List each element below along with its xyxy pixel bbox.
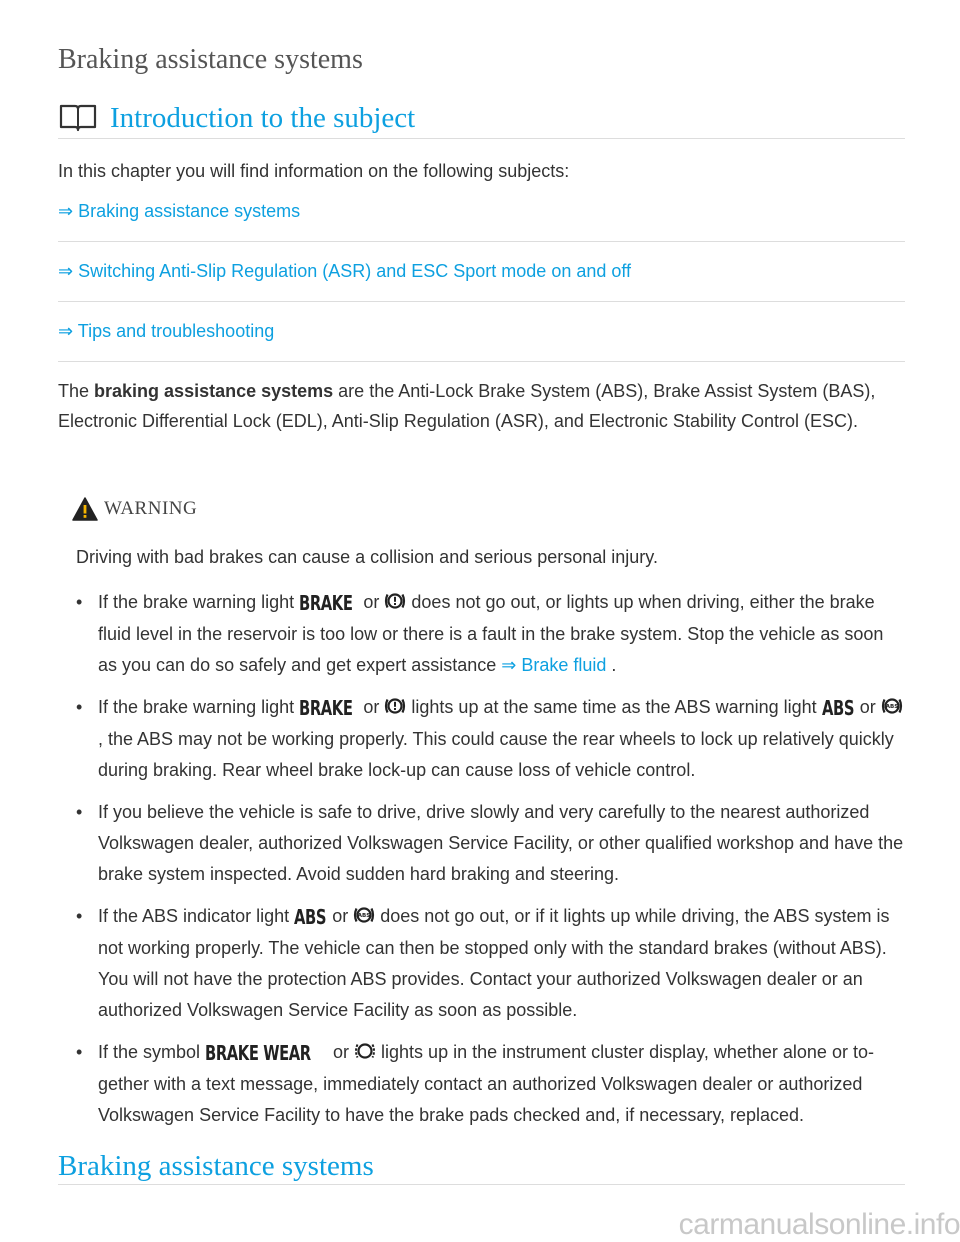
warning-triangle-icon xyxy=(72,497,98,521)
brake-pad-wear-icon xyxy=(354,1041,376,1061)
brake-indicator-icon: BRAKE xyxy=(299,591,353,616)
warning-label: WARNING xyxy=(104,498,198,519)
page-title: Braking assistance systems xyxy=(58,44,363,75)
abs-indicator-icon: ABS xyxy=(821,696,854,721)
abs-indicator-icon: ABS xyxy=(294,905,327,930)
brake-warning-circle-icon xyxy=(384,591,406,611)
divider xyxy=(58,241,905,242)
intro-paragraph: The braking assistance systems are the Anti-Lock Brake System (ABS), Brake Assist System (BAS), Electronic Differential Lock (EDL), Anti-Slip Regulation (ASR), and Electronic Stability Control (ESC). xyxy=(58,381,876,431)
list-item: • If the brake warning light BRAKE or does not go out, or lights up when driving, either the brake fluid level in the reservoir is too low or there is a fault in the brake system. Stop the vehicle as soon as you can do so safely and get expert assistance ⇒ Brake fluid . xyxy=(76,587,906,681)
watermark: carmanualsonline.info xyxy=(678,1208,960,1241)
brake-wear-indicator-icon: BRAKE WEAR xyxy=(205,1041,311,1066)
intro-lead: In this chapter you will find information on the following subjects: xyxy=(58,161,570,181)
brake-indicator-icon: BRAKE xyxy=(299,696,353,721)
list-item: • If the brake warning light BRAKE or lights up at the same time as the ABS warning light ABS or ABS , the ABS may not be working properly. This could cause the rear wheels to lock up relatively quickly during braking. Rear wheel brake lock-up can cause loss of vehicle control. xyxy=(76,692,906,786)
intro-heading: Introduction to the subject xyxy=(110,102,416,134)
intro-heading-row xyxy=(58,100,905,139)
link-tips-troubleshooting[interactable]: ⇒ Tips and troubleshooting xyxy=(58,321,275,341)
book-icon xyxy=(58,102,98,132)
list-item: • If you believe the vehicle is safe to drive, drive slowly and very carefully to the nearest authorized Volkswagen dealer, authorized Volkswagen Service Facility, or other qualified workshop and have the brake system inspected. Avoid sudden hard braking and steering. xyxy=(76,797,906,890)
brake-warning-circle-icon xyxy=(384,696,406,716)
warning-heading xyxy=(72,497,197,521)
svg-text:ABS: ABS xyxy=(358,913,371,919)
warning-intro: Driving with bad brakes can cause a collision and serious personal injury. xyxy=(76,547,658,567)
link-braking-assistance[interactable]: ⇒ Braking assistance systems xyxy=(58,201,301,221)
bold-term: braking assistance systems xyxy=(94,381,334,401)
link-asr-esc-sport[interactable]: ⇒ Switching Anti-Slip Regulation (ASR) and ESC Sport mode on and off xyxy=(58,261,632,281)
section-heading: Braking assistance systems xyxy=(58,1148,905,1185)
svg-text:ABS: ABS xyxy=(885,704,898,710)
link-brake-fluid[interactable]: ⇒ Brake fluid xyxy=(501,655,607,675)
list-item: • If the ABS indicator light ABS or ABS does not go out, or if it lights up while driving, the ABS system is not working properly. The vehicle can then be stopped only with the standard brakes (without ABS). You will not have the protection ABS provides. Contact your authorized Volkswagen dealer or an authorized Volkswagen Service Facility as soon as possible. xyxy=(76,901,906,1026)
abs-circle-icon xyxy=(881,696,903,716)
divider xyxy=(58,301,905,302)
abs-circle-icon xyxy=(353,905,375,925)
warning-list xyxy=(76,587,906,1142)
list-item: • If the symbol BRAKE WEAR or lights up in the instrument cluster display, whether alone or together with a text message, immediately contact an authorized Volkswagen dealer or authorized Volkswagen Service Facility to have the brake pads checked and, if necessary, replaced. xyxy=(76,1037,906,1131)
divider xyxy=(58,361,905,362)
